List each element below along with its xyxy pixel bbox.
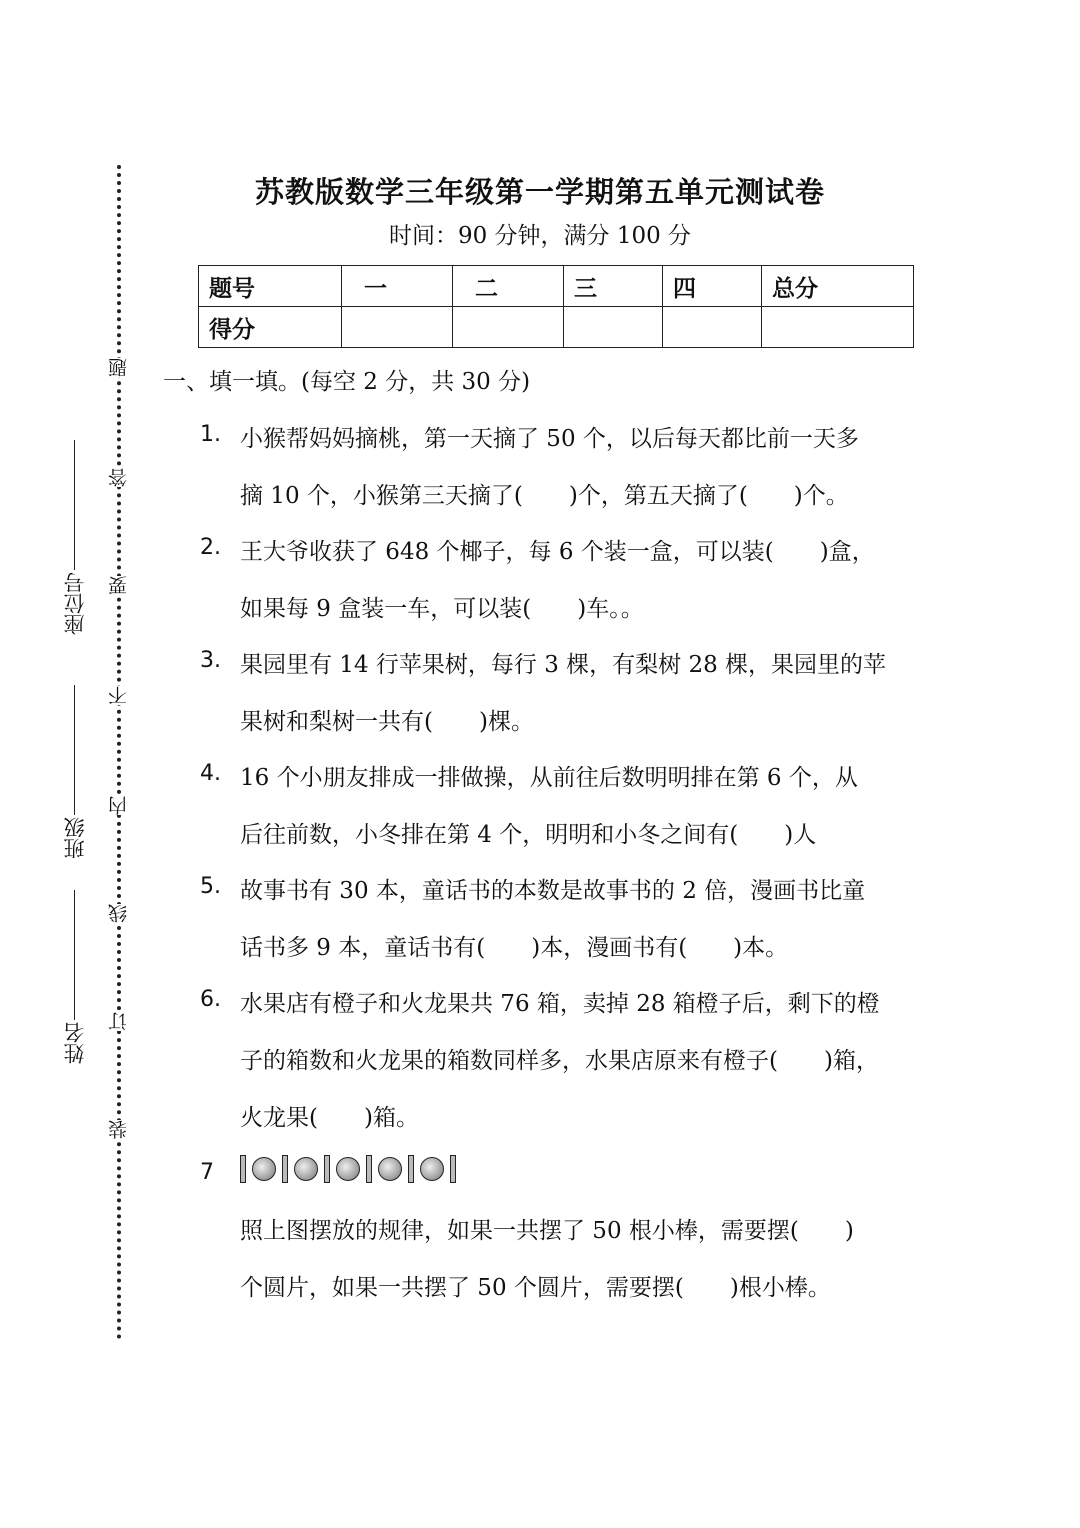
question-line: 果树和梨树一共有( )棵。: [240, 709, 534, 735]
class-field[interactable]: [62, 685, 88, 859]
margin-word-ding: 订: [108, 1012, 130, 1031]
question-number: 2.: [200, 535, 221, 560]
question-number: 7: [200, 1160, 214, 1185]
score-table-header-row: [199, 266, 914, 307]
margin-word-bu: 不: [108, 686, 130, 705]
exam-time-info: 时间：90 分钟，满分 100 分: [388, 223, 692, 249]
score-header-cell: 总分: [762, 266, 914, 307]
name-label: 姓名: [63, 1022, 87, 1064]
score-header-cell: 一: [342, 266, 453, 307]
margin-word-xian: 线: [108, 904, 130, 923]
seat-number-blank[interactable]: [75, 440, 76, 570]
question-line: 16 个小朋友排成一排做操，从前往后数明明排在第 6 个，从: [240, 765, 858, 791]
disc-icon: [252, 1157, 276, 1181]
question-line: 小猴帮妈妈摘桃，第一天摘了 50 个，以后每天都比前一天多: [240, 426, 859, 452]
question-line: 话书多 9 本，童话书有( )本，漫画书有( )本。: [240, 935, 789, 961]
stick-icon: [408, 1155, 414, 1183]
question-line: 照上图摆放的规律，如果一共摆了 50 根小棒，需要摆( ): [240, 1218, 854, 1244]
score-cell[interactable]: [453, 307, 564, 348]
disc-icon: [336, 1157, 360, 1181]
margin-word-zhuang: 装: [108, 1120, 130, 1139]
score-cell[interactable]: [342, 307, 453, 348]
margin-word-da: 答: [108, 468, 130, 487]
margin-word-yao: 要: [108, 576, 130, 595]
score-table: [198, 265, 914, 348]
score-cell[interactable]: [663, 307, 762, 348]
score-cell[interactable]: [762, 307, 914, 348]
stick-icon: [450, 1155, 456, 1183]
class-blank[interactable]: [75, 685, 76, 815]
score-cell[interactable]: [564, 307, 663, 348]
question-line: 后往前数，小冬排在第 4 个，明明和小冬之间有( )人: [240, 822, 817, 848]
margin-word-nei: 内: [108, 796, 130, 815]
binding-dotted-line: [117, 165, 121, 1340]
stick-icon: [324, 1155, 330, 1183]
stick-icon: [366, 1155, 372, 1183]
disc-icon: [294, 1157, 318, 1181]
score-header-cell: 三: [564, 266, 663, 307]
page-title: 苏教版数学三年级第一学期第五单元测试卷: [254, 175, 825, 209]
question-line: 水果店有橙子和火龙果共 76 箱，卖掉 28 箱橙子后，剩下的橙: [240, 991, 880, 1017]
margin-word-ti: 题: [108, 358, 130, 377]
question-line: 个圆片，如果一共摆了 50 个圆片，需要摆( )根小棒。: [240, 1275, 831, 1301]
score-header-cell: 四: [663, 266, 762, 307]
score-header-cell: 题号: [199, 266, 342, 307]
name-field[interactable]: [62, 890, 88, 1064]
question-line: 摘 10 个，小猴第三天摘了( )个，第五天摘了( )个。: [240, 483, 849, 509]
seat-number-field[interactable]: [62, 440, 88, 635]
stick-icon: [240, 1155, 246, 1183]
seat-number-label: 座位号: [63, 572, 87, 635]
question-number: 6.: [200, 987, 221, 1012]
class-label: 班级: [63, 817, 87, 859]
score-row-label: 得分: [199, 307, 342, 348]
question-number: 4.: [200, 761, 221, 786]
question-line: 果园里有 14 行苹果树，每行 3 棵，有梨树 28 棵，果园里的苹: [240, 652, 887, 678]
disc-icon: [420, 1157, 444, 1181]
stick-disc-pattern-figure: [240, 1152, 456, 1186]
question-line: 火龙果( )箱。: [240, 1105, 419, 1131]
question-line: 王大爷收获了 648 个椰子，每 6 个装一盒，可以装( )盒，: [240, 539, 875, 565]
disc-icon: [378, 1157, 402, 1181]
question-line: 如果每 9 盒装一车，可以装( )车。。: [240, 596, 644, 622]
name-blank[interactable]: [75, 890, 76, 1020]
score-header-cell: 二: [453, 266, 564, 307]
question-number: 1.: [200, 422, 221, 447]
section-heading: 一、填一填。(每空 2 分，共 30 分): [163, 369, 531, 395]
score-table-score-row: [199, 307, 914, 348]
question-number: 5.: [200, 874, 221, 899]
question-number: 3.: [200, 648, 221, 673]
stick-icon: [282, 1155, 288, 1183]
question-line: 子的箱数和火龙果的箱数同样多，水果店原来有橙子( )箱，: [240, 1048, 879, 1074]
question-line: 故事书有 30 本，童话书的本数是故事书的 2 倍，漫画书比童: [240, 878, 866, 904]
